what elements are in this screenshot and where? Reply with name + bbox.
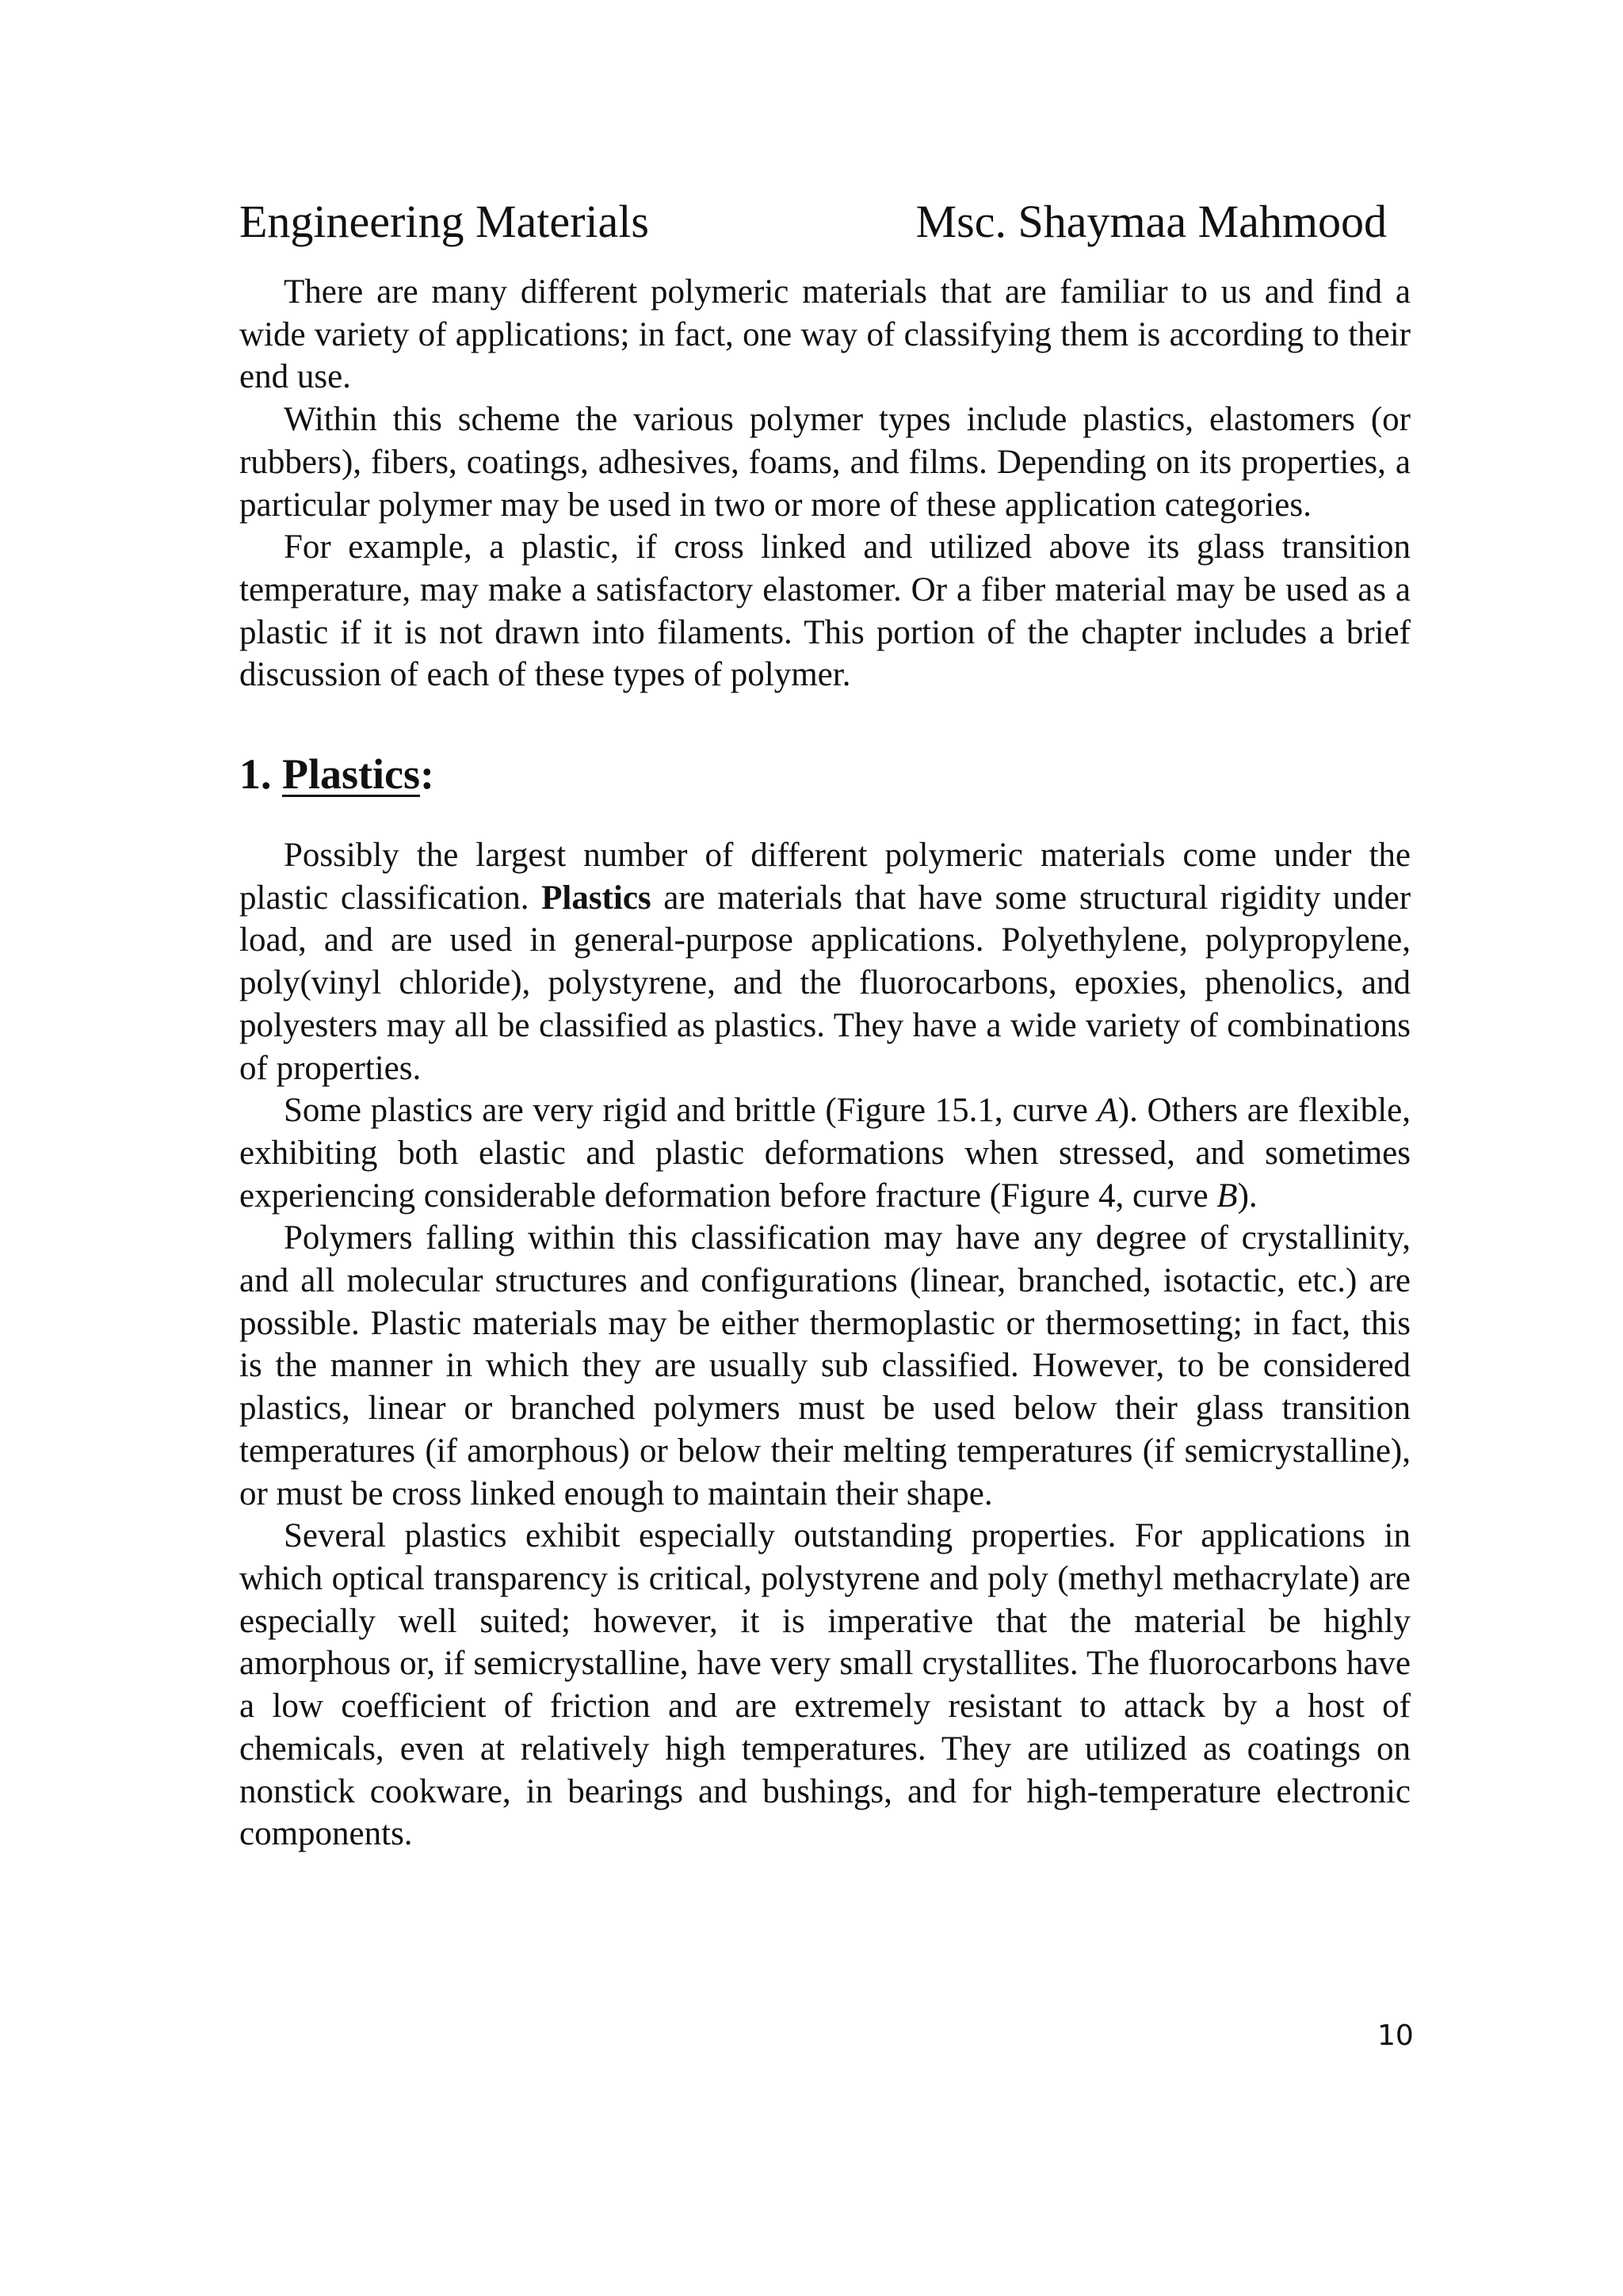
document-page <box>239 190 1411 1855</box>
section-title-colon: : <box>419 750 434 799</box>
plastics-paragraph-1 <box>239 834 1411 1089</box>
plastics-paragraph-2 <box>239 1089 1411 1217</box>
plastics-term-bold: Plastics <box>541 879 651 917</box>
page-number: 10 <box>1377 2019 1414 2052</box>
plastics-p2-a: Some plastics are very rigid and brittle (Figure 15.1, curve <box>284 1092 1088 1130</box>
intro-paragraph-1: There are many different polymeric materials that are familiar to us and find a wide variety of applications; in fact, one way of classifying them is according to their end use. <box>239 273 1411 396</box>
running-header <box>239 190 1411 254</box>
plastics-p1-rest: are materials that have some structural rigidity under load, and are used in general-purpose applications. Polyethylene, polypropylene, poly(vinyl chloride), polystyrene, and the fluorocarbons, epoxies, phenolics, and polyesters may all be classified as plastics. They have a wide variety of combinations of properties. <box>239 879 1411 1087</box>
plastics-p2-b: ). Others are flexible, exhibiting both elastic and plastic deformations when stressed, and sometimes experiencing considerable deformation before fracture (Figure 4, curve <box>239 1092 1411 1215</box>
document-title: Engineering Materials <box>239 196 649 247</box>
plastics-paragraph-3: Polymers falling within this classification may have any degree of crystallinity, and all molecular structures and configurations (linear, branched, isotactic, etc.) are possible. Plastic materials may be either thermoplastic or thermosetting; in fact, this is the manner in which they are usually sub classified. However, to be considered plastics, linear or branched polymers must be used below their glass transition temperatures (if amorphous) or below their melting temperatures (if semicrystalline), or must be cross linked enough to maintain their shape. <box>239 1219 1411 1512</box>
curve-a-label: A <box>1097 1092 1118 1130</box>
section-title: Plastics <box>282 750 420 799</box>
intro-paragraph-2: Within this scheme the various polymer types include plastics, elastomers (or rubbers), fibers, coatings, adhesives, foams, and films. Depending on its properties, a particular polymer may be used in two or more of these application categories. <box>239 401 1411 524</box>
author-name: Msc. Shaymaa Mahmood <box>915 196 1387 247</box>
curve-b-label: B <box>1216 1177 1238 1215</box>
plastics-paragraph-4: Several plastics exhibit especially outstanding properties. For applications in which optical transparency is critical, polystyrene and poly (methyl methacrylate) are especially well suited; however, it is imperative that the material be highly amorphous or, if semicrystalline, have very small crystallites. The fluorocarbons have a low coefficient of friction and are extremely resistant to attack by a host of chemicals, even at relatively high temperatures. They are utilized as coatings on nonstick cookware, in bearings and bushings, and for high-temperature electronic components. <box>239 1517 1411 1853</box>
plastics-p2-c: ). <box>1237 1177 1258 1215</box>
section-number: 1. <box>239 750 272 799</box>
plastics-p1-start: Possibly the largest number of different polymeric materials come under the plastic classification. <box>239 837 1411 917</box>
section-heading-plastics <box>239 742 1411 806</box>
intro-paragraph-3: For example, a plastic, if cross linked and utilized above its glass transition temperature, may make a satisfactory elastomer. Or a fiber material may be used as a plastic if it is not drawn into filaments. This portion of the chapter includes a brief discussion of each of these types of polymer. <box>239 528 1411 694</box>
